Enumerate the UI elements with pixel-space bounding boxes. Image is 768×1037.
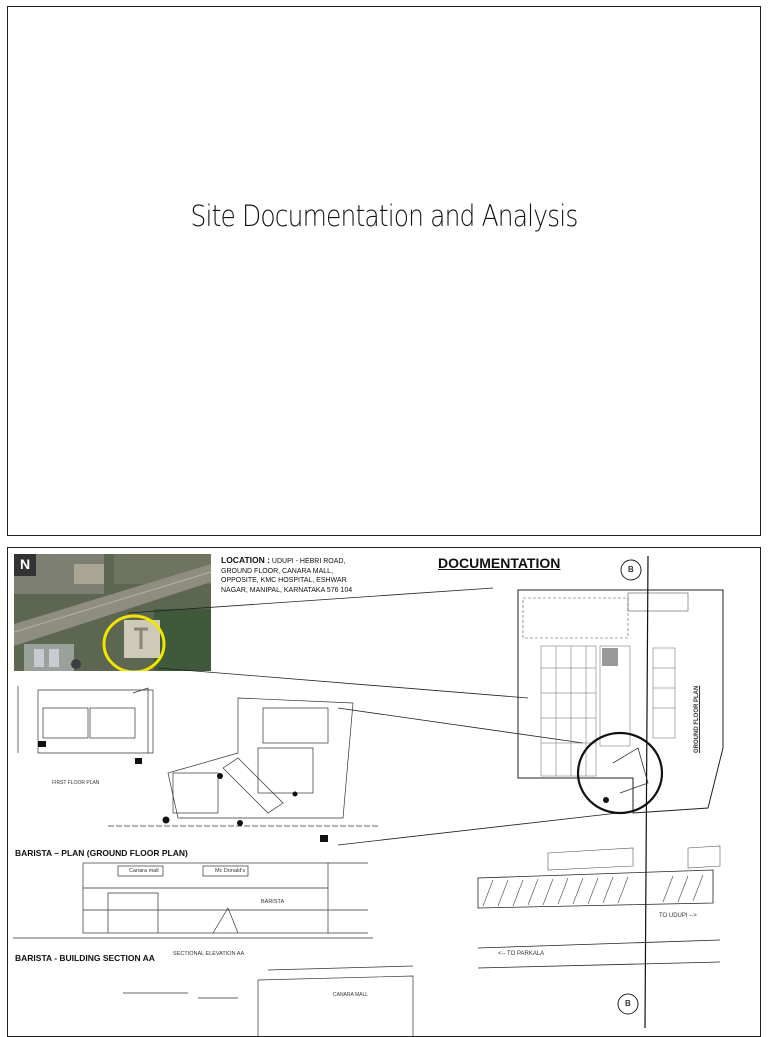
canara-mall-lower-label: CANARA MALL xyxy=(333,992,369,998)
section-caption: BARISTA - BUILDING SECTION AA xyxy=(15,953,155,963)
first-floor-plan-label: FIRST FLOOR PLAN xyxy=(52,780,100,786)
documentation-slide xyxy=(7,547,761,1037)
sectional-elevation-label: SECTIONAL ELEVATION AA xyxy=(173,951,245,957)
north-arrow-icon: N xyxy=(20,556,31,572)
title-slide xyxy=(7,6,761,536)
to-udupi-label: TO UDUPI --> xyxy=(659,913,697,919)
canara-mall-label: Canara mall xyxy=(129,868,159,874)
ground-floor-plan-drawing xyxy=(8,548,761,1037)
section-marker-top: B xyxy=(628,565,634,574)
page-title: Site Documentation and Analysis xyxy=(190,199,578,233)
section-marker-bottom: B xyxy=(625,999,631,1008)
ground-floor-plan-label: GROUND FLOOR PLAN xyxy=(694,685,700,753)
mcdonalds-label: Mc Donald's xyxy=(215,868,246,874)
documentation-title: DOCUMENTATION xyxy=(438,555,561,571)
to-parkala-label: <-- TO PARKALA xyxy=(498,951,545,957)
location-label: LOCATION : xyxy=(221,555,270,565)
location-address: UDUPI - HEBRI ROAD, GROUND FLOOR, CANARA MALL, OPPOSITE, KMC HOSPITAL, ESHWAR NAGAR, MANIPAL, KARNATAKA 576 104 xyxy=(221,558,353,594)
barista-section-label: BARISTA xyxy=(261,899,285,905)
plan-caption: BARISTA – PLAN (GROUND FLOOR PLAN) xyxy=(15,848,188,858)
